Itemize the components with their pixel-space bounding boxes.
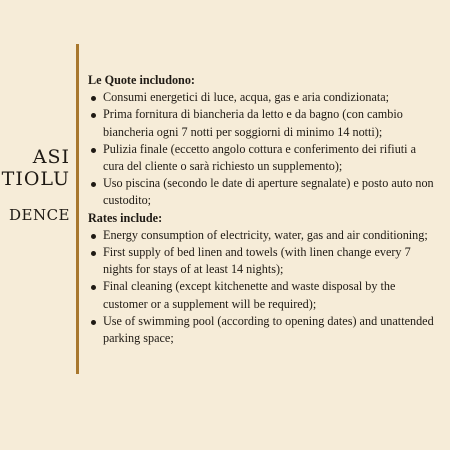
english-item-pool-parking: Use of swimming pool (according to opening dates) and unattended parking space;: [88, 313, 440, 347]
brand-line-1: ASI: [32, 146, 70, 168]
italian-item-cleaning: Pulizia finale (eccetto angolo cottura e conferimento dei rifiuti a cura del cliente o sarà richiesto un supplemento);: [88, 141, 440, 175]
italian-list: [88, 89, 440, 209]
vertical-divider: [76, 44, 79, 374]
rates-content: [88, 72, 440, 347]
italian-item-linen: Prima fornitura di biancheria da letto e da bagno (con cambio biancheria ogni 7 notti per soggiorni di minimo 14 notti);: [88, 106, 440, 140]
brand-subtitle: DENCE: [8, 206, 70, 224]
italian-item-utilities: Consumi energetici di luce, acqua, gas e aria condizionata;: [88, 89, 440, 106]
brand-line-2: TIOLU: [1, 168, 70, 190]
brand-name: [0, 146, 70, 224]
english-item-linen: First supply of bed linen and towels (with linen change every 7 nights for stays of at least 14 nights);: [88, 244, 440, 278]
italian-item-pool-parking: Uso piscina (secondo le date di aperture segnalate) e posto auto non custodito;: [88, 175, 440, 209]
italian-section-title: Le Quote includono:: [88, 73, 195, 87]
english-section-title: Rates include:: [88, 210, 163, 225]
english-item-utilities: Energy consumption of electricity, water, gas and air conditioning;: [88, 227, 440, 244]
english-item-cleaning: Final cleaning (except kitchenette and waste disposal by the customer or a supplement will be required);: [88, 278, 440, 312]
english-list: [88, 227, 440, 347]
